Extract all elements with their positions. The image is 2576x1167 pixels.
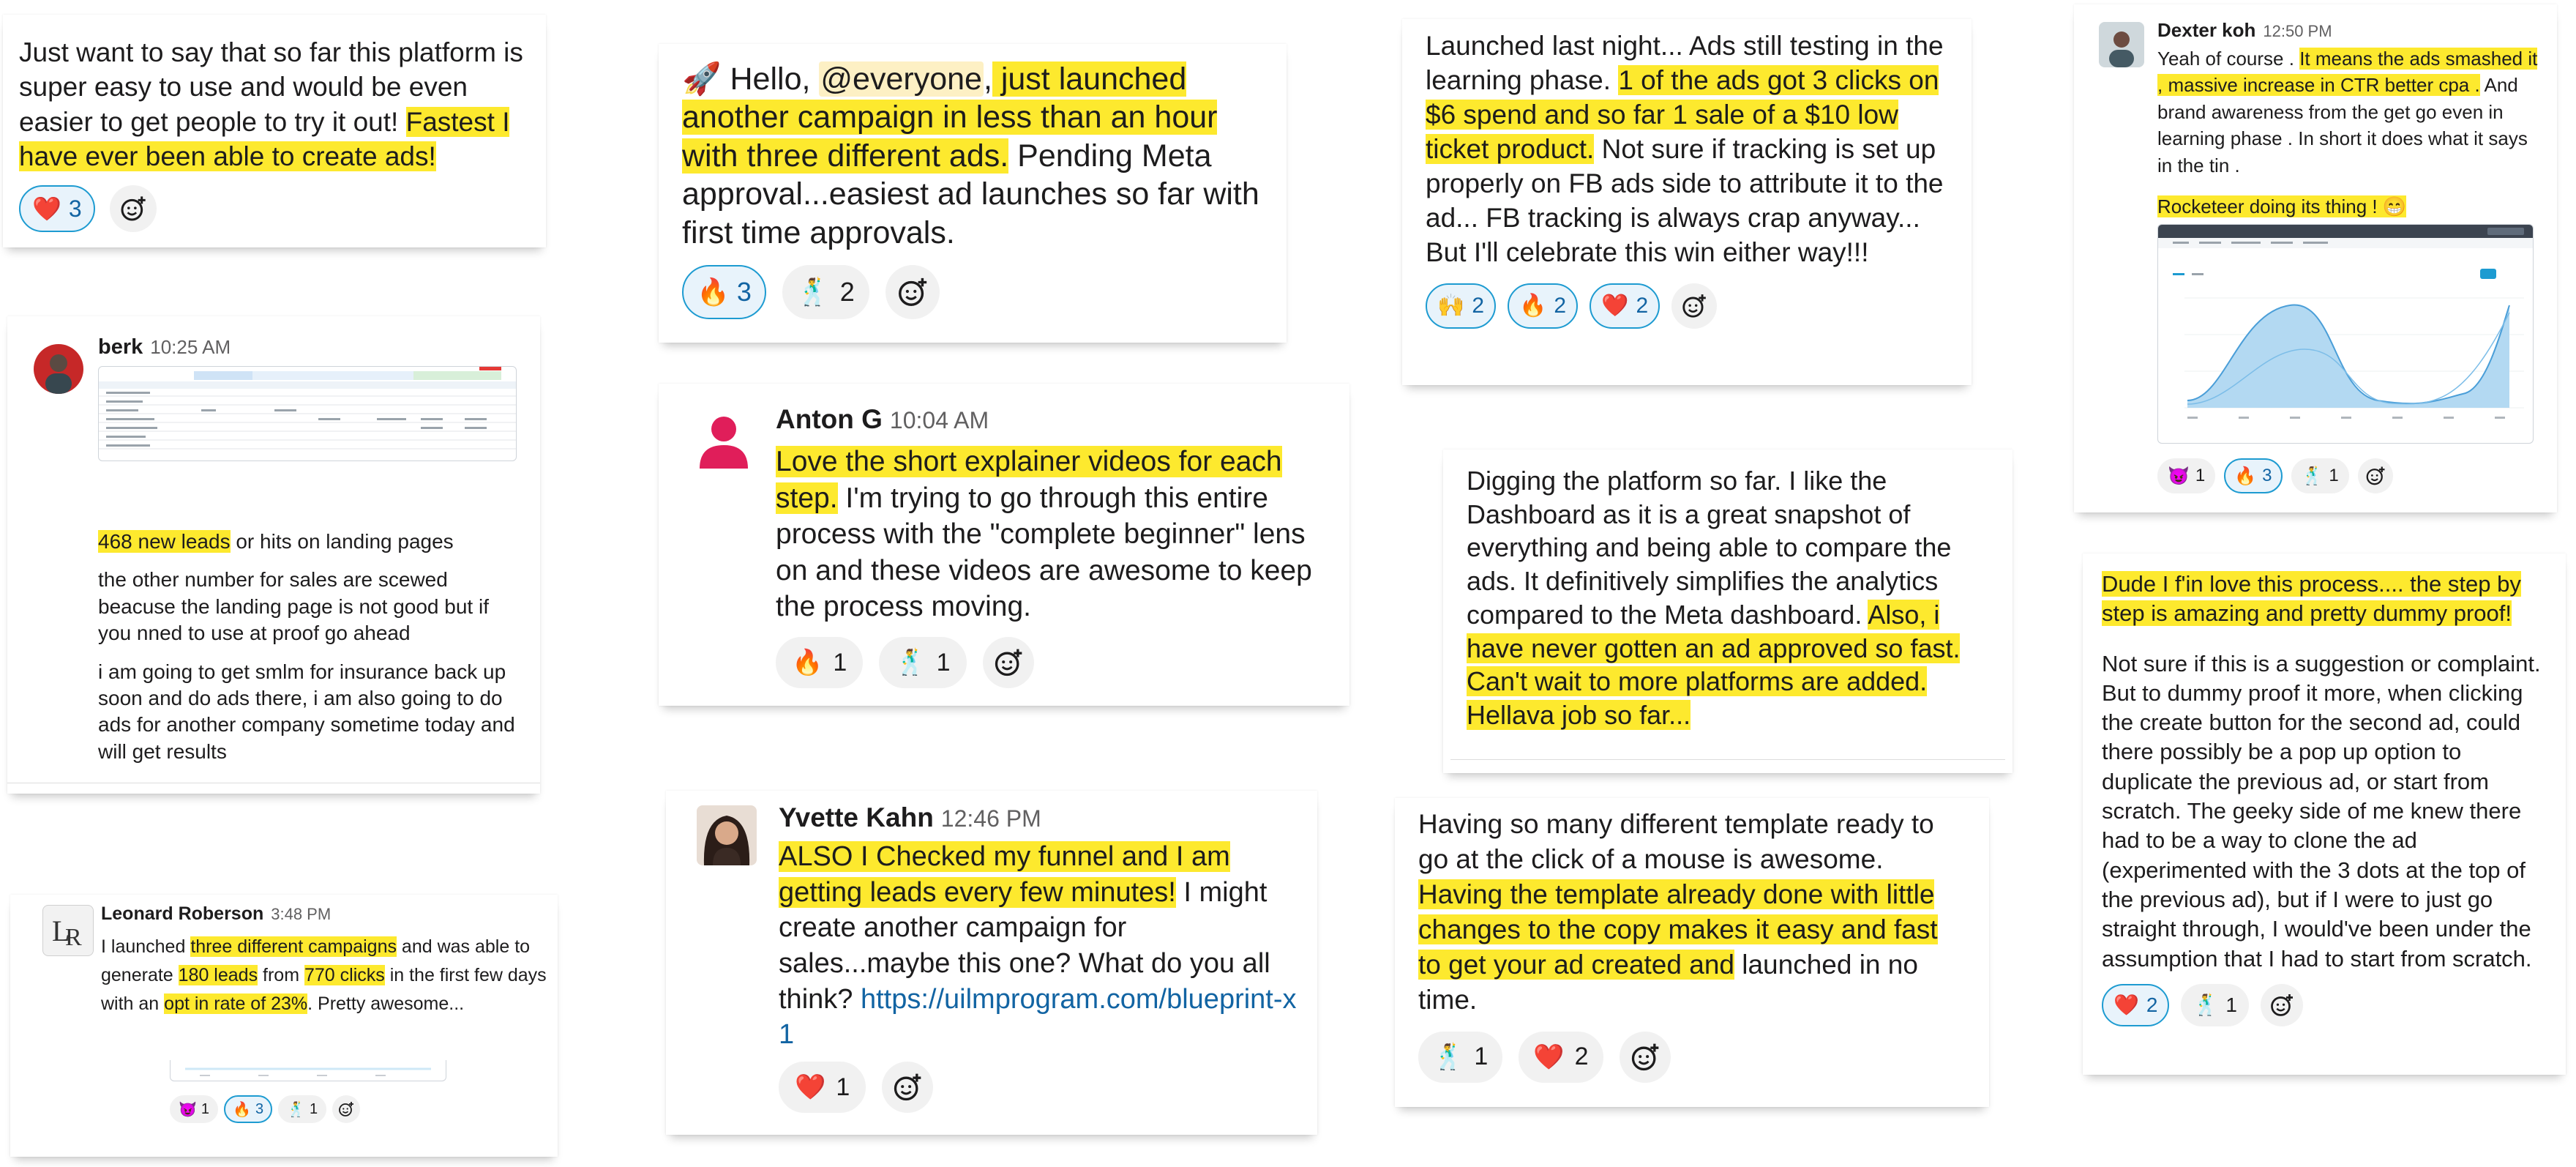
avatar bbox=[42, 905, 94, 956]
message-header bbox=[779, 802, 1041, 833]
message-header bbox=[2157, 19, 2332, 42]
reaction-heart[interactable]: ❤️ 2 bbox=[1519, 1032, 1603, 1083]
svg-text:R: R bbox=[65, 924, 82, 951]
message-text: Having so many different template ready to go at the click of a mouse is awesome. Having the template already done with little changes to the copy makes it easy and fast to get your ad created and launched in no time. bbox=[1418, 809, 1938, 1015]
reaction-heart[interactable]: ❤️ 1 bbox=[779, 1062, 866, 1113]
highlighted-text: Love the short explainer videos for each step. bbox=[776, 446, 1282, 514]
fire-icon: 🔥 bbox=[1519, 294, 1547, 318]
message-line: i am going to get smlm for insurance back up soon and do ads there, i am also going to do ads for another company sometime today and will get results bbox=[98, 660, 515, 763]
add-reaction-icon[interactable] bbox=[110, 185, 157, 232]
reaction-fire[interactable]: 🔥 3 bbox=[682, 265, 766, 319]
timestamp[interactable]: 12:50 PM bbox=[2263, 22, 2332, 40]
reaction-fire[interactable]: 🔥 3 bbox=[2224, 458, 2282, 493]
message-text: Launched last night... Ads still testing in the learning phase. 1 of the ads got 3 clicks on $6 spend and so far 1 sale of a $10 low ticket product. Not sure if tracking is set up properly on FB ads side to attribute it to the ad... FB tracking is always crap anyway... But I'll celebrate this win either way!!! bbox=[1426, 31, 1944, 267]
highlighted-text: 1 of the ads got 3 clicks on $6 spend and so far 1 sale of a $10 low ticket product. bbox=[1426, 64, 1939, 164]
rocket-icon: 🚀 bbox=[682, 61, 722, 97]
heart-icon: ❤️ bbox=[1601, 294, 1629, 318]
add-reaction-icon[interactable] bbox=[1671, 283, 1717, 329]
message-line: the other number for sales are scewed beacuse the landing page is not good but if you nned to use at proof go ahead bbox=[98, 568, 489, 645]
dancer-icon: 🕺 bbox=[895, 649, 926, 676]
testimonial-card-8 bbox=[1443, 450, 2012, 773]
timestamp[interactable]: 3:48 PM bbox=[271, 905, 332, 923]
reaction-dancer[interactable]: 🕺 1 bbox=[278, 1095, 326, 1123]
testimonial-card-6 bbox=[666, 791, 1317, 1135]
heart-icon: ❤️ bbox=[795, 1073, 826, 1101]
testimonial-card-5 bbox=[659, 384, 1349, 706]
dancer-icon: 🕺 bbox=[2301, 466, 2324, 486]
sender-name[interactable]: Dexter koh bbox=[2157, 19, 2256, 41]
chart-preview[interactable] bbox=[170, 1060, 446, 1081]
devil-icon: 😈 bbox=[179, 1101, 197, 1118]
reaction-heart[interactable]: ❤️ 3 bbox=[19, 185, 95, 232]
add-reaction-icon[interactable] bbox=[332, 1095, 360, 1123]
reaction-dancer[interactable]: 🕺 2 bbox=[782, 265, 869, 319]
dancer-icon: 🕺 bbox=[1433, 1043, 1464, 1071]
reaction-bar bbox=[1426, 283, 1948, 329]
divider bbox=[1450, 759, 2005, 760]
message-line: 468 new leads or hits on landing pages bbox=[98, 530, 454, 553]
highlighted-text: Rocketeer doing its thing ! 😁 bbox=[2157, 195, 2407, 217]
fire-icon: 🔥 bbox=[2234, 466, 2257, 486]
reaction-dancer[interactable]: 🕺 1 bbox=[879, 637, 966, 688]
highlighted-text: opt in rate of 23% bbox=[164, 993, 308, 1014]
reaction-heart[interactable]: ❤️ 2 bbox=[2102, 984, 2169, 1026]
testimonial-card-10 bbox=[2074, 4, 2557, 512]
message-header bbox=[101, 903, 331, 925]
message-body: Yeah of course . It means the ads smashed it , massive increase in CTR better cpa . And brand awareness from the get go even in learning phase . In short it does what it says in the tin . Rocketeer doing its thing ! 😁 bbox=[2157, 48, 2538, 217]
message-header bbox=[98, 335, 231, 359]
testimonial-card-7 bbox=[1402, 19, 1972, 385]
timestamp[interactable]: 12:46 PM bbox=[940, 805, 1041, 832]
reaction-fire[interactable]: 🔥 3 bbox=[224, 1095, 272, 1123]
message-body bbox=[98, 529, 523, 765]
highlighted-text: 180 leads bbox=[178, 964, 258, 985]
highlighted-text: Having the template already done with little changes to the copy makes it easy and fast to get your ad created and bbox=[1418, 879, 1938, 980]
raised-hands-icon: 🙌 bbox=[1437, 294, 1465, 318]
sender-name[interactable]: Yvette Kahn bbox=[779, 802, 934, 832]
message-text: Just want to say that so far this platform is super easy to use and would be even easier to get people to try it out! Fastest I have ever been able to create ads! bbox=[19, 37, 523, 172]
sender-name[interactable]: Leonard Roberson bbox=[101, 903, 264, 924]
add-reaction-icon[interactable] bbox=[2358, 458, 2393, 493]
avatar bbox=[697, 805, 757, 865]
message-body: ALSO I Checked my funnel and I am getting leads every few minutes! I might create another campaign for sales...maybe this one? What do you all think? https://uilmprogram.com/blueprint-x1 bbox=[779, 841, 1297, 1051]
reaction-devil[interactable]: 😈 1 bbox=[170, 1095, 218, 1123]
highlighted-text: It means the ads smashed it , massive increase in CTR better cpa . bbox=[2157, 48, 2538, 97]
reaction-bar bbox=[170, 1095, 360, 1123]
highlighted-text: just launched another campaign in less than an hour with three different ads. bbox=[682, 61, 1218, 174]
testimonial-card-2 bbox=[7, 316, 540, 794]
heart-icon: ❤️ bbox=[1533, 1043, 1565, 1071]
add-reaction-icon[interactable] bbox=[2261, 984, 2303, 1026]
reaction-dancer[interactable]: 🕺 1 bbox=[1418, 1032, 1502, 1083]
message-body: I launched three different campaigns and was able to generate 180 leads from 770 clicks in the first few days with an opt in rate of 23%. Pretty awesome... bbox=[101, 936, 547, 1014]
heart-icon: ❤️ bbox=[2113, 993, 2139, 1017]
dancer-icon: 🕺 bbox=[287, 1101, 305, 1118]
add-reaction-icon[interactable] bbox=[983, 637, 1034, 688]
highlighted-text: ALSO I Checked my funnel and I am getting leads every few minutes! bbox=[779, 841, 1230, 908]
highlighted-text: 468 new leads bbox=[98, 530, 231, 553]
reaction-bar bbox=[19, 185, 530, 232]
devil-icon: 😈 bbox=[2168, 466, 2190, 486]
message-text: 🚀 Hello, @everyone, just launched another campaign in less than an hour with three different ads. Pending Meta approval...easiest ad launches so far with first time approvals. bbox=[682, 61, 1259, 250]
message-text: Digging the platform so far. I like the Dashboard as it is a great snapshot of everything and being able to compare the ads. It definitively simplifies the analytics compared to the Meta dashboard. Also, i have never gotten an ad approved so fast. Can't wait to more platforms are added. Hellava job so far... bbox=[1467, 466, 1961, 731]
highlighted-text: 770 clicks bbox=[304, 964, 385, 985]
sender-name[interactable]: Anton G bbox=[776, 404, 883, 434]
mention-everyone[interactable]: @everyone bbox=[820, 61, 982, 97]
testimonial-card-11 bbox=[2083, 553, 2566, 1075]
dancer-icon: 🕺 bbox=[2193, 993, 2219, 1017]
reaction-bar bbox=[779, 1062, 933, 1113]
reaction-devil[interactable]: 😈 1 bbox=[2157, 458, 2215, 493]
avatar bbox=[34, 344, 83, 394]
testimonial-card-1 bbox=[3, 15, 546, 247]
reaction-fire[interactable]: 🔥 2 bbox=[1508, 283, 1578, 329]
reaction-fire[interactable]: 🔥 1 bbox=[776, 637, 863, 688]
message-body: Love the short explainer videos for each step. I'm trying to go through this entire process with the "complete beginner" lens on and these videos are awesome to keep the process moving. bbox=[776, 446, 1312, 623]
message-text: Dude I f'in love this process.... the step by step is amazing and pretty dummy proof! Not sure if this is a suggestion or complaint. But to dummy proof it more, when clicking the create button for the second ad, could there possibly be a pop up option to duplicate the previous ad, or start from scratch. The geeky side of me knew there had to be a way to clone the ad (experimented with the 3 dots at the top of the previous ad), but if I were to just go straight through, I would've been under the assumption that I had to start from scratch. bbox=[2102, 571, 2541, 972]
fire-icon: 🔥 bbox=[233, 1101, 251, 1118]
testimonial-card-4 bbox=[659, 44, 1287, 343]
reaction-bar bbox=[776, 637, 1034, 688]
highlighted-text: three different campaigns bbox=[190, 936, 397, 957]
dancer-icon: 🕺 bbox=[796, 277, 830, 307]
add-reaction-icon[interactable] bbox=[886, 265, 940, 319]
fire-icon: 🔥 bbox=[792, 649, 823, 676]
sender-name[interactable]: berk bbox=[98, 335, 143, 359]
timestamp[interactable]: 10:25 AM bbox=[150, 336, 231, 358]
reaction-bar bbox=[2157, 458, 2393, 493]
message-header bbox=[776, 404, 989, 435]
avatar bbox=[2099, 22, 2144, 67]
add-reaction-icon[interactable] bbox=[882, 1062, 933, 1113]
testimonial-card-3 bbox=[10, 895, 558, 1157]
testimonial-card-9 bbox=[1395, 798, 1989, 1107]
highlighted-text: Also, i have never gotten an ad approved so fast. Can't wait to more platforms are added. Hellava job so far... bbox=[1467, 599, 1961, 731]
highlighted-text: Dude I f'in love this process.... the step by step is amazing and pretty dummy proof! bbox=[2102, 571, 2521, 627]
reaction-dancer[interactable]: 🕺 1 bbox=[2291, 458, 2349, 493]
reaction-bar bbox=[2102, 984, 2547, 1026]
reaction-dancer[interactable]: 🕺 1 bbox=[2181, 984, 2248, 1026]
blueprint-link[interactable]: https://uilmprogram.com/blueprint-x1 bbox=[779, 983, 1297, 1051]
add-reaction-icon[interactable] bbox=[1620, 1032, 1671, 1083]
fire-icon: 🔥 bbox=[697, 277, 730, 307]
reaction-bar bbox=[682, 265, 1263, 319]
highlighted-text: Fastest I have ever been able to create ads! bbox=[19, 106, 510, 172]
timestamp[interactable]: 10:04 AM bbox=[889, 407, 989, 433]
reaction-bar bbox=[1418, 1032, 1966, 1083]
avatar-icon bbox=[691, 407, 757, 473]
spreadsheet-screenshot[interactable] bbox=[98, 366, 517, 461]
heart-icon: ❤️ bbox=[32, 195, 61, 223]
svg-text:L: L bbox=[52, 914, 70, 947]
reaction-heart[interactable]: ❤️ 2 bbox=[1590, 283, 1660, 329]
reaction-raised-hands[interactable]: 🙌 2 bbox=[1426, 283, 1496, 329]
analytics-screenshot[interactable] bbox=[2157, 224, 2534, 444]
